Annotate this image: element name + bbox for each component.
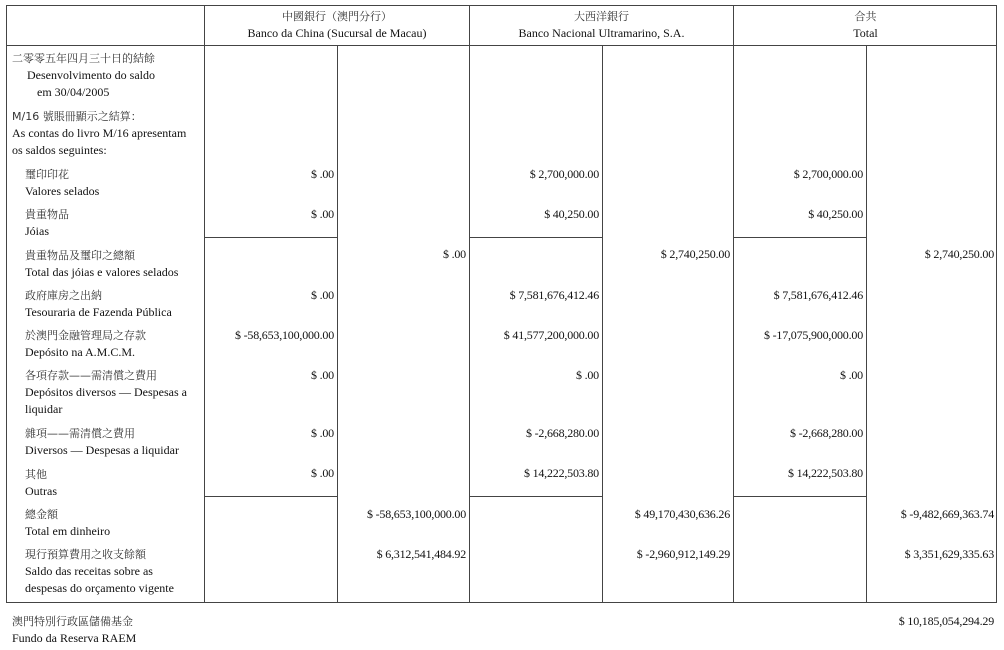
cell-bnu: $ 41,577,200,000.00 bbox=[503, 328, 599, 342]
cell-bnu: $ 40,250.00 bbox=[544, 207, 599, 221]
cell-total-subtotal: $ -9,482,669,363.74 bbox=[900, 507, 994, 521]
cell-boc: $ -58,653,100,000.00 bbox=[235, 328, 334, 342]
cell-total-subtotal: $ 2,740,250.00 bbox=[924, 247, 994, 261]
row-label-pt: Jóias bbox=[25, 224, 49, 238]
cell-boc: $ .00 bbox=[310, 207, 334, 221]
row-label-pt: Outras bbox=[25, 484, 57, 498]
reserve-fund-value: $ 10,185,054,294.29 bbox=[898, 614, 994, 628]
row-label-zh: 各項存款——需清償之費用 bbox=[25, 369, 157, 382]
balance-pt2: em 30/04/2005 bbox=[37, 85, 110, 99]
row-label-pt: Diversos — Despesas a liquidar bbox=[25, 443, 179, 457]
reserve-fund-pt: Fundo da Reserva RAEM bbox=[12, 631, 137, 645]
cell-boc: $ .00 bbox=[310, 466, 334, 480]
balance-section-label bbox=[12, 50, 202, 101]
cell-total: $ 14,222,503.80 bbox=[787, 466, 863, 480]
row-label-pt: liquidar bbox=[25, 402, 63, 416]
row-label bbox=[25, 466, 203, 500]
cell-boc: $ .00 bbox=[310, 167, 334, 181]
cell-bnu: $ -2,668,280.00 bbox=[526, 426, 599, 440]
subtotal-rule-bnu-2 bbox=[469, 496, 602, 497]
row-label bbox=[25, 166, 203, 200]
header-total bbox=[734, 8, 997, 42]
row-label bbox=[25, 506, 203, 540]
cell-bnu-subtotal: $ 2,740,250.00 bbox=[660, 247, 730, 261]
cell-boc-subtotal: $ 6,312,541,484.92 bbox=[376, 547, 466, 561]
row-label-pt: Depósitos diversos — Despesas a bbox=[25, 385, 187, 399]
header-bnu-zh: 大西洋銀行 bbox=[574, 10, 629, 23]
cell-total: $ .00 bbox=[839, 368, 863, 382]
cell-total: $ 40,250.00 bbox=[808, 207, 863, 221]
row-label bbox=[25, 206, 203, 240]
cell-total-subtotal: $ 3,351,629,335.63 bbox=[904, 547, 994, 561]
subcol-divider-total bbox=[866, 45, 867, 603]
cell-total: $ -17,075,900,000.00 bbox=[764, 328, 863, 342]
row-label-zh: 於澳門金融管理局之存款 bbox=[25, 329, 146, 342]
row-label-zh: 現行預算費用之收支餘額 bbox=[25, 548, 146, 561]
row-label-zh: 其他 bbox=[25, 468, 47, 481]
header-bnu-pt: Banco Nacional Ultramarino, S.A. bbox=[518, 26, 685, 40]
row-label-zh: 政府庫房之出納 bbox=[25, 289, 102, 302]
header-boc bbox=[205, 8, 469, 42]
subtotal-rule-boc-1 bbox=[204, 237, 337, 238]
cell-bnu-subtotal: $ 49,170,430,636.26 bbox=[634, 507, 730, 521]
row-label bbox=[25, 287, 203, 321]
subtotal-rule-bnu-1 bbox=[469, 237, 602, 238]
cell-total: $ -2,668,280.00 bbox=[790, 426, 863, 440]
row-label bbox=[25, 546, 203, 597]
row-label-pt: Saldo das receitas sobre as bbox=[25, 564, 153, 578]
row-label-zh: 總金額 bbox=[25, 508, 58, 521]
cell-boc: $ .00 bbox=[310, 288, 334, 302]
reserve-fund-zh: 澳門特別行政區儲備基金 bbox=[12, 615, 133, 628]
col-divider-label bbox=[204, 5, 205, 603]
subcol-divider-boc bbox=[337, 45, 338, 603]
header-boc-pt: Banco da China (Sucursal de Macau) bbox=[247, 26, 427, 40]
cell-bnu: $ 2,700,000.00 bbox=[529, 167, 599, 181]
row-label bbox=[25, 247, 203, 281]
col-divider-bnu bbox=[733, 5, 734, 603]
row-label bbox=[25, 367, 203, 418]
row-label-zh: 璽印印花 bbox=[25, 168, 69, 181]
header-boc-zh: 中國銀行（澳門分行） bbox=[282, 10, 392, 23]
cell-total: $ 2,700,000.00 bbox=[793, 167, 863, 181]
row-label bbox=[25, 327, 203, 361]
subtotal-rule-total-1 bbox=[733, 237, 866, 238]
m16-section-label bbox=[12, 108, 204, 159]
cell-bnu: $ .00 bbox=[575, 368, 599, 382]
balance-zh: 二零零五年四月三十日的結餘 bbox=[12, 52, 155, 65]
header-total-zh: 合共 bbox=[854, 10, 877, 23]
header-total-pt: Total bbox=[853, 26, 878, 40]
header-bnu bbox=[470, 8, 733, 42]
reserve-fund-label bbox=[12, 613, 136, 647]
m16-pt2: os saldos seguintes: bbox=[12, 143, 107, 157]
cell-bnu-subtotal: $ -2,960,912,149.29 bbox=[636, 547, 730, 561]
row-label-pt: Valores selados bbox=[25, 184, 100, 198]
row-label-zh: 雜項——需清償之費用 bbox=[25, 427, 135, 440]
row-label-pt: Total em dinheiro bbox=[25, 524, 111, 538]
cell-bnu: $ 14,222,503.80 bbox=[523, 466, 599, 480]
subcol-divider-bnu bbox=[602, 45, 603, 603]
cell-boc: $ .00 bbox=[310, 368, 334, 382]
row-label-zh: 貴重物品 bbox=[25, 208, 69, 221]
cell-total: $ 7,581,676,412.46 bbox=[773, 288, 863, 302]
row-label bbox=[25, 425, 203, 459]
col-divider-boc bbox=[469, 5, 470, 603]
row-label-pt: Tesouraria de Fazenda Pública bbox=[25, 305, 172, 319]
cell-boc: $ .00 bbox=[310, 426, 334, 440]
subtotal-rule-boc-2 bbox=[204, 496, 337, 497]
row-label-zh: 貴重物品及璽印之總額 bbox=[25, 249, 135, 262]
row-label-pt: Total das jóias e valores selados bbox=[25, 265, 179, 279]
row-label-pt: Depósito na A.M.C.M. bbox=[25, 345, 136, 359]
cell-boc-subtotal: $ .00 bbox=[442, 247, 466, 261]
m16-pt1: As contas do livro M/16 apresentam bbox=[12, 126, 187, 140]
row-label-pt: despesas do orçamento vigente bbox=[25, 581, 174, 595]
cell-bnu: $ 7,581,676,412.46 bbox=[509, 288, 599, 302]
m16-zh: M/16 號賬冊顯示之結算： bbox=[12, 110, 142, 123]
cell-boc-subtotal: $ -58,653,100,000.00 bbox=[367, 507, 466, 521]
header-divider bbox=[6, 45, 997, 46]
subtotal-rule-total-2 bbox=[733, 496, 866, 497]
balance-pt1: Desenvolvimento do saldo bbox=[27, 68, 155, 82]
